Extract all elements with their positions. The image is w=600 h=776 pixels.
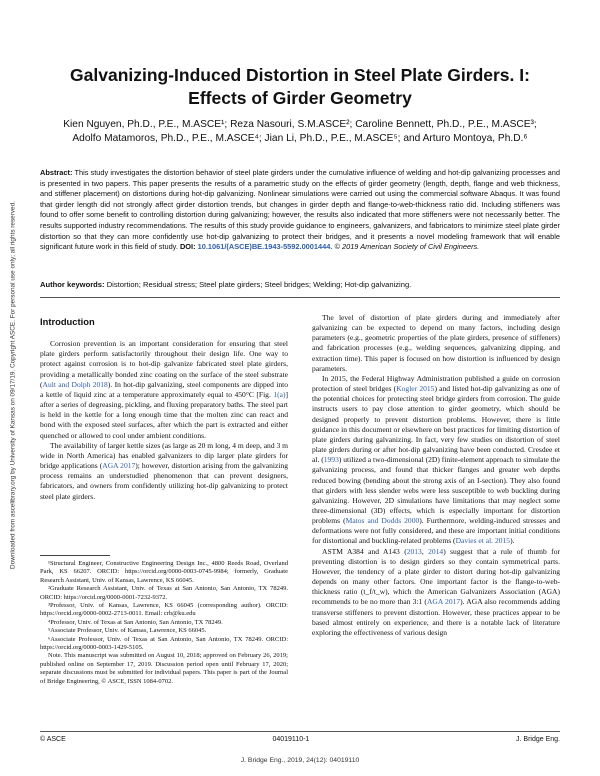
paragraph: In 2015, the Federal Highway Administration published a guide on corrosion protection of steel bridges (Kogler 2015) and listed hot-dip galvanizing as one of the potential choices for protecting steel bridge girders from corrosion. The guide instructs users to pay close attention to girder geometry, which should be designed properly to prevent distortion problems. However, there is little guidance in this document or elsewhere on best practices for limiting distortion of plate girders during galvanizing. In fact, very few studies on distortion of steel plate girders during or after hot-dip galvanizing have been conducted. Cresdee et al. (1993) utilized a two-dimensional (2D) finite-element approach to simulate the galvanizing process, and found that thicker flanges and greater web depths reduced bowing (bending about the strong axis of an I-section). They also found that girders with less slender webs were less susceptible to web buckling during galvanizing. However, 2D simulations have limitations that may neglect some three-dimensional (3D) effects, which is especially important for distortion problems (Matos and Dodds 2000). Furthermore, welding-induced stresses and deformations were not fully considered, and these are important initial conditions for distortional and buckling-related problems (Davies et al. 2015).	[312, 373, 561, 546]
footnote-divider	[40, 555, 110, 556]
authors-line-2: Adolfo Matamoros, Ph.D., P.E., M.ASCE⁴; Jian Li, Ph.D., P.E., M.ASCE⁵; and Arturo Montoya, Ph.D.⁶	[72, 133, 528, 144]
paragraph: Corrosion prevention is an important consideration for ensuring that steel plate girders perform satisfactorily throughout their design life. One way to protect against corrosion is to hot-dip galvanize fabricated steel plate girders, providing a metallically bonded zinc coating on the surface of the steel substrate (Ault and Dolph 2018). In hot-dip galvanizing, steel components are dipped into a kettle of liquid zinc at a temperature approximately equal to 450°C [Fig. 1(a)] after a series of degreasing, pickling, and fluxing preparatory baths. The steel part is held in the kettle for a long enough time that the molten zinc can react and bond with the exposed steel surfaces, after which the part is extracted and either quenched or allowed to cool under ambient conditions.	[40, 339, 289, 440]
paper-title	[40, 64, 560, 110]
citation-link[interactable]: AGA 2017	[102, 461, 136, 471]
footnote: ³Professor, Univ. of Kansas, Lawrence, KS 66045 (corresponding author). ORCID: https://orcid.org/0000-0002-2713-0011. Email: crb@ku.edu	[40, 602, 288, 618]
citation-line: J. Bridge Eng., 2019, 24(12): 04019110	[240, 757, 360, 764]
abstract-copyright: © 2019 American Society of Civil Engineers.	[334, 242, 480, 252]
introduction-heading: Introduction	[40, 316, 95, 327]
manuscript-note: Note. This manuscript was submitted on August 10, 2018; approved on February 26, 2019; published online on September 17, 2019. Discussion period open until February 17, 2020; separate discussions must be submitted for individual papers. This paper is part of the Journal of Bridge Engineering, © ASCE, ISSN 1084-0702.	[40, 652, 288, 685]
citation-link[interactable]: Davies et al. 2015	[455, 536, 511, 546]
citation-link[interactable]: 1993	[323, 455, 339, 465]
doi-label: DOI:	[179, 242, 196, 252]
figure-link[interactable]: 1(a)	[273, 389, 286, 399]
abstract-text: This study investigates the distortion behavior of steel plate girders under the cumulative influence of welding and hot-dip galvanizing processes and is presented in two papers. This paper presents the results of a parametric study on the effects of girder geometry (length, depth, flange and web thickness, and stiffener placement) on distortions during hot-dip galvanizing. Nonlinear simulations were carried out using the commercial software Abaqus. It was found that girder length did not strongly affect girder distortion trends, but changes in girder depth and flange-to-web-thickness ratio did. Including stiffeners was found to offer some benefit to controlling distortion during galvanizing; however, the results also indicated that more stiffeners were not necessarily better. The results supported industry recommendations. The results of this study provide guidance to engineers, galvanizers, and fabricators to minimize steel plate girder distortion so that they can more confidently use hot-dip galvanizing to protect their bridges, and it presents a novel modeling framework that will enable significant future work in this field of study.	[40, 168, 560, 252]
footnotes	[40, 560, 288, 686]
article-number: 04019110-1	[272, 736, 310, 743]
page-footer	[40, 736, 560, 743]
citation-link[interactable]: AGA 2017	[426, 597, 461, 607]
doi-link[interactable]: 10.1061/(ASCE)BE.1943-5592.0001444.	[197, 242, 333, 252]
authors-line-1: Kien Nguyen, Ph.D., P.E., M.ASCE¹; Reza Nasouri, S.M.ASCE²; Caroline Bennett, Ph.D., P.E., M.ASCE³;	[63, 119, 537, 130]
download-notice: Downloaded from ascelibrary.org by University of Kansas on 09/17/19. Copyright ASCE. For personal use only; all rights reserved.	[9, 201, 17, 569]
footnote: ¹Structural Engineer, Constructive Engineering Design Inc., 4800 Reeds Road, Overland Park, KS 66207. ORCID: https://orcid.org/0000-0003-0745-9984; formerly, Graduate Research Assistant, Univ. of Kansas, Lawrence, KS 66045.	[40, 560, 288, 584]
citation-link[interactable]: Ault and Dolph 2018	[42, 379, 108, 389]
citation-link[interactable]: 2013	[406, 546, 422, 556]
paragraph: The availability of larger kettle sizes (as large as 20 m long, 4 m deep, and 3 m wide in North America) has enabled galvanizers to dip larger plate girders for bridge applications (AGA 2017); however, distortion arising from the galvanizing process remains an understudied phenomenon that can prevent designers, fabricators, and owners from confidently utilizing hot-dip galvanizing to protect steel plate girders.	[40, 440, 289, 501]
paragraph: ASTM A384 and A143 (2013, 2014) suggest that a rule of thumb for preventing distortion is to design girders so they contain symmetrical parts. However, the tendency of a plate girder to distort during hot-dip galvanizing depends on many other factors. One important factor is the flange-to-web-thickness ratio (t_f/t_w), which the American Galvanizers Association (AGA) recommends to be no more than 3:1 (AGA 2017). AGA also recommends adding transverse stiffeners to prevent distortion. However, these practices appear to be based almost entirely on experience, and there is a notable lack of literature exploring the effectiveness of various design	[312, 546, 560, 637]
paragraph: The level of distortion of plate girders during and immediately after galvanizing can be expected to depend on many factors, including design parameters (e.g., geometric properties of the plate girders, presence of stiffeners) and fabrication processes (e.g., welding sequences, galvanizing dipping, and extraction time). This paper is focused on how distortion is influenced by design parameters.	[312, 313, 560, 373]
footer-copyright: © ASCE	[40, 736, 66, 743]
title-line-2: Effects of Girder Geometry	[188, 88, 412, 108]
abstract	[40, 168, 560, 253]
journal-abbrev: J. Bridge Eng.	[516, 736, 560, 743]
keywords-text: Distortion; Residual stress; Steel plate girders; Steel bridges; Welding; Hot-dip galvanizing.	[106, 280, 412, 289]
footnote: ⁶Associate Professor, Univ. of Texas at San Antonio, San Antonio, TX 78249. ORCID: https://orcid.org/0000-0003-1429-5105.	[40, 635, 288, 652]
footnote: ⁵Associate Professor, Univ. of Kansas, Lawrence, KS 66045.	[48, 627, 207, 635]
right-column	[312, 313, 560, 638]
footnote: ²Graduate Research Assistant, Univ. of Texas at San Antonio, San Antonio, TX 78249. ORCID: https://orcid.org/0000-0001-7232-9372.	[40, 585, 288, 601]
keywords-label: Author keywords:	[40, 280, 105, 289]
citation-link[interactable]: 2014	[428, 546, 444, 556]
citation-link[interactable]: Kogler 2015	[396, 384, 435, 394]
left-column	[40, 311, 288, 502]
author-keywords	[40, 280, 560, 289]
footnote: ⁴Professor, Univ. of Texas at San Antonio, San Antonio, TX 78249.	[48, 618, 223, 626]
abstract-label: Abstract:	[40, 168, 73, 177]
title-line-1: Galvanizing-Induced Distortion in Steel Plate Girders. I:	[70, 65, 530, 85]
author-list	[40, 118, 560, 146]
citation-link[interactable]: Matos and Dodds 2000	[345, 516, 420, 526]
section-divider	[40, 297, 560, 298]
footer-divider	[40, 731, 560, 732]
